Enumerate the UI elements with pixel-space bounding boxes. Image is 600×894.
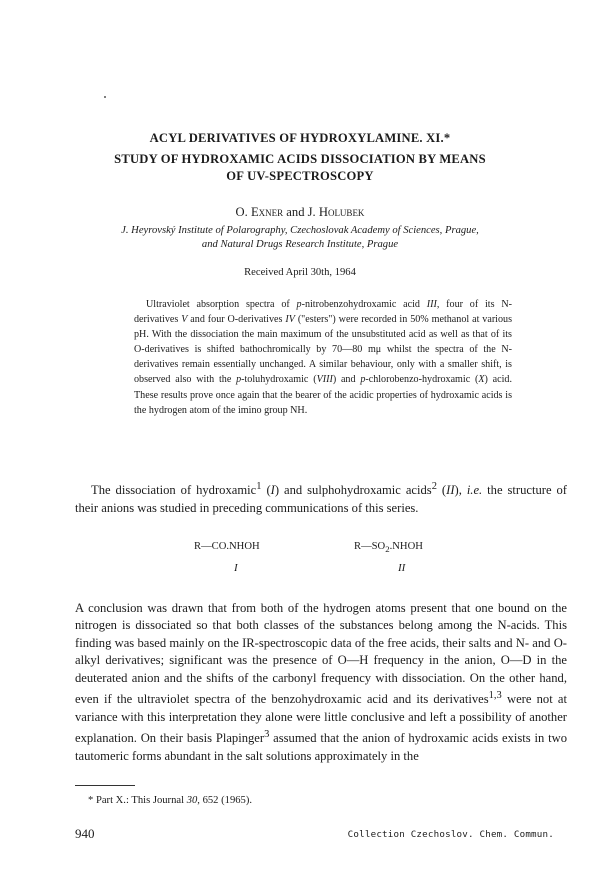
journal-name: Collection Czechoslov. Chem. Commun. [347, 829, 554, 840]
received-date: Received April 30th, 1964 [244, 267, 356, 278]
footnote-divider [75, 785, 135, 786]
formula-label-2: II [398, 562, 406, 574]
abstract-italic: p [296, 299, 302, 310]
article-title-line-1: ACYL DERIVATIVES OF HYDROXYLAMINE. XI.* [149, 131, 451, 145]
body-text: the structure of their anions was studied in preceding communications of this series. [75, 483, 567, 515]
article-title-line-2: STUDY OF HYDROXAMIC ACIDS DISSOCIATION BY MEANS [114, 152, 486, 166]
abstract-italic: p [360, 374, 366, 386]
abstract-text: -chlorobenzo-hydroxamic ( [365, 374, 479, 386]
body-text: ) and sulphohydroxamic acids [274, 483, 432, 498]
formula-part: .NHOH [389, 541, 423, 552]
formula-sulphohydroxamic [354, 541, 423, 554]
citation-superscript: 2 [431, 481, 437, 492]
abstract-italic: X [478, 374, 485, 386]
author1-name: Exner [250, 205, 284, 219]
abstract-italic: p [236, 374, 242, 386]
compound-label: I [270, 483, 275, 498]
abstract-text: ) and [332, 374, 361, 386]
paragraph-1 [75, 478, 567, 517]
abstract [134, 297, 512, 418]
affiliation [80, 224, 520, 252]
footnote-text: , 652 (1965). [197, 795, 253, 806]
body-text: were not at variance with this interpretation they alone were little conclusive and left a possibility of another explanation. On their basis Plapinger [75, 692, 567, 746]
formula-subscript: 2 [385, 544, 390, 555]
body-text: ( [261, 483, 271, 498]
citation-superscript: 1,3 [488, 690, 502, 702]
speck-mark [104, 96, 106, 98]
abstract-italic: V [181, 314, 188, 326]
author1-initial: O. [235, 205, 251, 219]
footnote-volume: 30 [186, 795, 198, 806]
formula-part: R—SO [354, 541, 386, 552]
body-text: assumed that the anion of hydroxamic acids exists in two tautomeric forms abundant in the salt solutions approximately in the [75, 731, 568, 763]
authors [60, 205, 540, 220]
abstract-italic: VIII [316, 374, 333, 386]
abstract-text: Ultraviolet absorption spectra of [146, 299, 297, 310]
author2-name: Holubek [318, 205, 365, 219]
article-title-line-3: OF UV-SPECTROSCOPY [226, 169, 374, 183]
footnote-text: * Part X.: This Journal [88, 795, 187, 806]
body-text: A conclusion was drawn that from both of the hydrogen atoms present that one bound on the nitrogen is dissociated so that both classes of the substances belong among the N-acids. This finding was based mainly on the IR-spectroscopic data of the free acids, their salts and N- and O-alkyl derivatives; significant was the presence of O—H frequency in the anion, O—D in the deuterated anion and the shifts of the carbonyl frequency with dissociation. On the other hand, even if the ultraviolet spectra of the benzohydroxamic acid and its derivatives [75, 601, 567, 707]
formula-label-1: I [234, 562, 238, 574]
abstract-italic: IV [285, 314, 295, 326]
page-number: 940 [75, 826, 95, 841]
paragraph-2 [75, 600, 567, 765]
abstract-text: ) acid. These results prove once again that the bearer of the acidic properties of hydroxamic acids is the hydrogen atom of the imino group NH. [134, 374, 512, 416]
abstract-text: and four O-derivatives [187, 314, 286, 326]
body-text: ), [454, 483, 467, 498]
formula-hydroxamic: R—CO.NHOH [194, 541, 260, 552]
footnote [88, 795, 252, 806]
abstract-italic: III [426, 299, 437, 310]
body-text: ( [436, 483, 447, 498]
citation-superscript: 1 [256, 481, 262, 492]
affiliation-line-2: and Natural Drugs Research Institute, Prague [201, 239, 399, 250]
affiliation-line-1: J. Heyrovský Institute of Polarography, Czechoslovak Academy of Sciences, Prague, [121, 225, 479, 236]
body-italic: i.e. [466, 483, 483, 498]
citation-superscript: 3 [264, 729, 270, 741]
body-text: The dissociation of hydroxamic [91, 483, 257, 498]
author-conjunction: and J. [283, 205, 319, 219]
abstract-text: ("esters") were recorded in 50% methanol at various pH. With the dissociation the main maximum of the unsubstituted acid as well as that of its O-derivatives is shifted bathochromically by 70—80 mμ whilst the spectra of the N-derivatives remain essentially unchanged. A similar behaviour, only with a smaller shift, is observed also with the [134, 314, 513, 386]
abstract-text: -toluhydroxamic ( [241, 374, 317, 386]
abstract-text: , four of its N-derivatives [134, 299, 512, 326]
abstract-text: -nitrobenzohydroxamic acid [301, 299, 427, 310]
compound-label: II [446, 483, 455, 498]
